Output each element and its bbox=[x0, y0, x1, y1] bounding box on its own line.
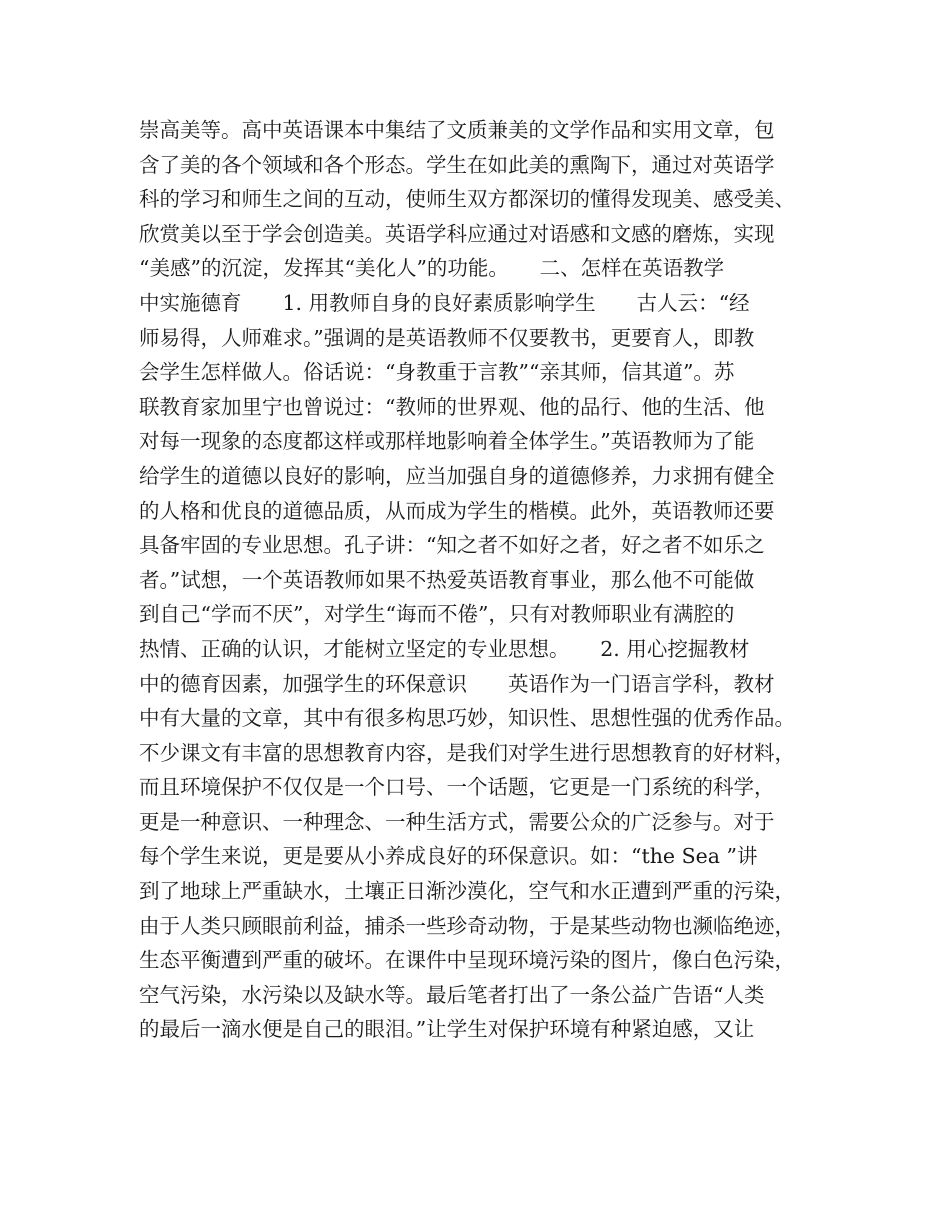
text-line: 的最后一滴水便是自己的眼泪。”让学生对保护环境有种紧迫感，又让 bbox=[139, 1017, 755, 1042]
text-line: 由于人类只顾眼前利益，捕杀一些珍奇动物，于是某些动物也濒临绝迹， bbox=[139, 913, 795, 938]
text-line: 中有大量的文章，其中有很多构思巧妙，知识性、思想性强的优秀作品。 bbox=[139, 706, 795, 731]
text-line: 师易得，人师难求。”强调的是英语教师不仅要教书，更要育人，即教 bbox=[139, 325, 755, 350]
text-line: 崇高美等。高中英语课本中集结了文质兼美的文学作品和实用文章，包 bbox=[139, 118, 775, 142]
text-line: 对每一现象的态度都这样或那样地影响着全体学生。”英语教师为了能 bbox=[139, 429, 755, 454]
text-line: “美感”的沉淀，发挥其“美化人”的功能。 二、怎样在英语教学 bbox=[139, 256, 725, 281]
text-line: 联教育家加里宁也曾说过：“教师的世界观、他的品行、他的生活、他 bbox=[139, 394, 765, 419]
text-line: 生态平衡遭到严重的破坏。在课件中呈现环境污染的图片，像白色污染， bbox=[139, 948, 795, 973]
text-line: 到了地球上严重缺水，土壤正日渐沙漠化，空气和水正遭到严重的污染， bbox=[139, 879, 795, 904]
text-line: 空气污染，水污染以及缺水等。最后笔者打出了一条公益广告语“人类 bbox=[139, 982, 765, 1007]
text-line: 热情、正确的认识，才能树立坚定的专业思想。 2. 用心挖掘教材 bbox=[139, 636, 750, 661]
text-line: 中实施德育 1. 用教师自身的良好素质影响学生 古人云：“经 bbox=[139, 290, 750, 315]
text-line: 会学生怎样做人。俗话说：“身教重于言教”“亲其师，信其道”。苏 bbox=[139, 360, 735, 385]
text-line: 欣赏美以至于学会创造美。英语学科应通过对语感和文感的磨炼，实现 bbox=[139, 221, 775, 246]
text-line: 到自己“学而不厌”，对学生“诲而不倦”，只有对教师职业有满腔的 bbox=[139, 602, 735, 627]
text-line: 的人格和优良的道德品质，从而成为学生的楷模。此外，英语教师还要 bbox=[139, 498, 775, 523]
text-line: 具备牢固的专业思想。孔子讲：“知之者不如好之者，好之者不如乐之 bbox=[139, 533, 765, 558]
text-line: 科的学习和师生之间的互动，使师生双方都深切的懂得发现美、感受美、 bbox=[139, 187, 795, 212]
text-line: 中的德育因素，加强学生的环保意识 英语作为一门语言学科，教材 bbox=[139, 671, 775, 696]
body-text bbox=[139, 113, 839, 1047]
text-line: 更是一种意识、一种理念、一种生活方式，需要公众的广泛参与。对于 bbox=[139, 809, 775, 834]
text-line: 而且环境保护不仅仅是一个口号、一个话题，它更是一门系统的科学， bbox=[139, 775, 775, 800]
text-line: 含了美的各个领域和各个形态。学生在如此美的熏陶下，通过对英语学 bbox=[139, 152, 775, 177]
text-line: 给学生的道德以良好的影响，应当加强自身的道德修养，力求拥有健全 bbox=[139, 463, 775, 488]
text-line: 者。”试想，一个英语教师如果不热爱英语教育事业，那么他不可能做 bbox=[139, 567, 755, 592]
text-line: 不少课文有丰富的思想教育内容，是我们对学生进行思想教育的好材料， bbox=[139, 740, 795, 765]
text-line: 每个学生来说，更是要从小养成良好的环保意识。如：“the Sea ”讲 bbox=[139, 844, 758, 869]
